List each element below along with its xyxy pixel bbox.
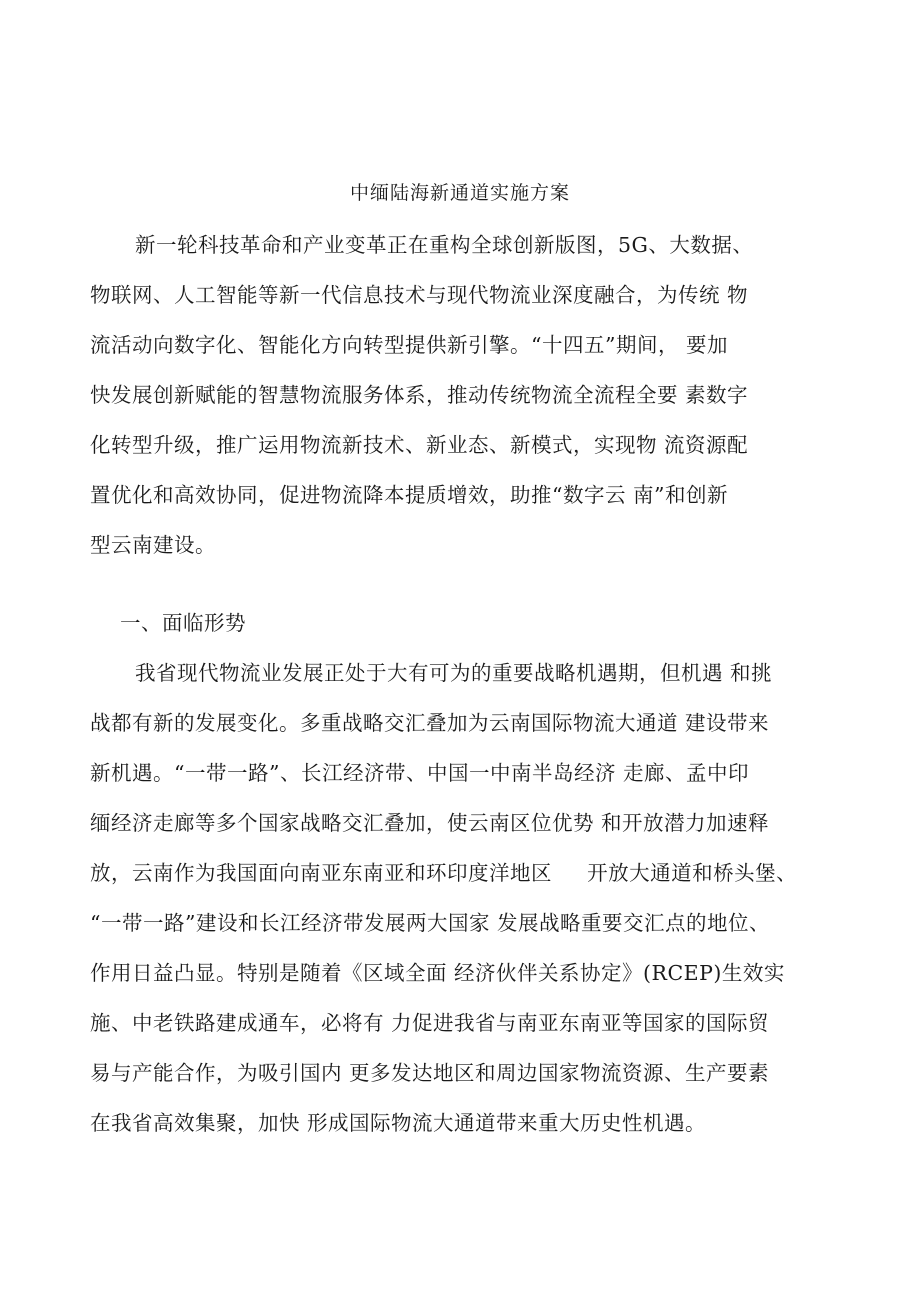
section-heading: 一、面临形势 bbox=[120, 611, 246, 635]
section-line-4: 缅经济走廊等多个国家战略交汇叠加，使云南区位优势 和开放潜力加速释 bbox=[90, 811, 770, 835]
section-line-8: 施、中老铁路建成通车，必将有 力促进我省与南亚东南亚等国家的国际贸 bbox=[90, 1011, 770, 1035]
section-line-1: 我省现代物流业发展正处于大有可为的重要战略机遇期，但机遇 和挑 bbox=[135, 661, 773, 685]
section-line-3: 新机遇。“一带一路”、长江经济带、中国一中南半岛经济 走廊、孟中印 bbox=[90, 761, 749, 785]
intro-line-5: 化转型升级，推广运用物流新技术、新业态、新模式，实现物 流资源配 bbox=[90, 433, 749, 457]
section-line-9: 易与产能合作，为吸引国内 更多发达地区和周边国家物流资源、生产要素 bbox=[90, 1061, 770, 1085]
intro-line-7: 型云南建设。 bbox=[90, 533, 216, 557]
intro-line-2: 物联网、人工智能等新一代信息技术与现代物流业深度融合，为传统 物 bbox=[90, 283, 749, 307]
section-line-2: 战都有新的发展变化。多重战略交汇叠加为云南国际物流大通道 建设带来 bbox=[90, 711, 770, 735]
section-line-7: 作用日益凸显。特别是随着《区域全面 经济伙伴关系协定》(RCEP)生效实 bbox=[90, 961, 785, 985]
intro-line-6: 置优化和高效协同，促进物流降本提质增效，助推“数字云 南”和创新 bbox=[90, 483, 728, 507]
section-line-6: “一带一路”建设和长江经济带发展两大国家 发展战略重要交汇点的地位、 bbox=[90, 911, 770, 935]
section-line-5: 放，云南作为我国面向南亚东南亚和环印度洋地区 开放大通道和桥头堡、 bbox=[90, 861, 798, 885]
intro-line-4: 快发展创新赋能的智慧物流服务体系，推动传统物流全流程全要 素数字 bbox=[90, 383, 749, 407]
section-line-10: 在我省高效集聚，加快 形成国际物流大通道带来重大历史性机遇。 bbox=[90, 1111, 707, 1135]
intro-line-3: 流活动向数字化、智能化方向转型提供新引擎。“十四五”期间， 要加 bbox=[90, 333, 728, 357]
intro-line-1: 新一轮科技革命和产业变革正在重构全球创新版图，5G、大数据、 bbox=[135, 233, 754, 257]
document-title: 中缅陆海新通道实施方案 bbox=[349, 182, 570, 204]
